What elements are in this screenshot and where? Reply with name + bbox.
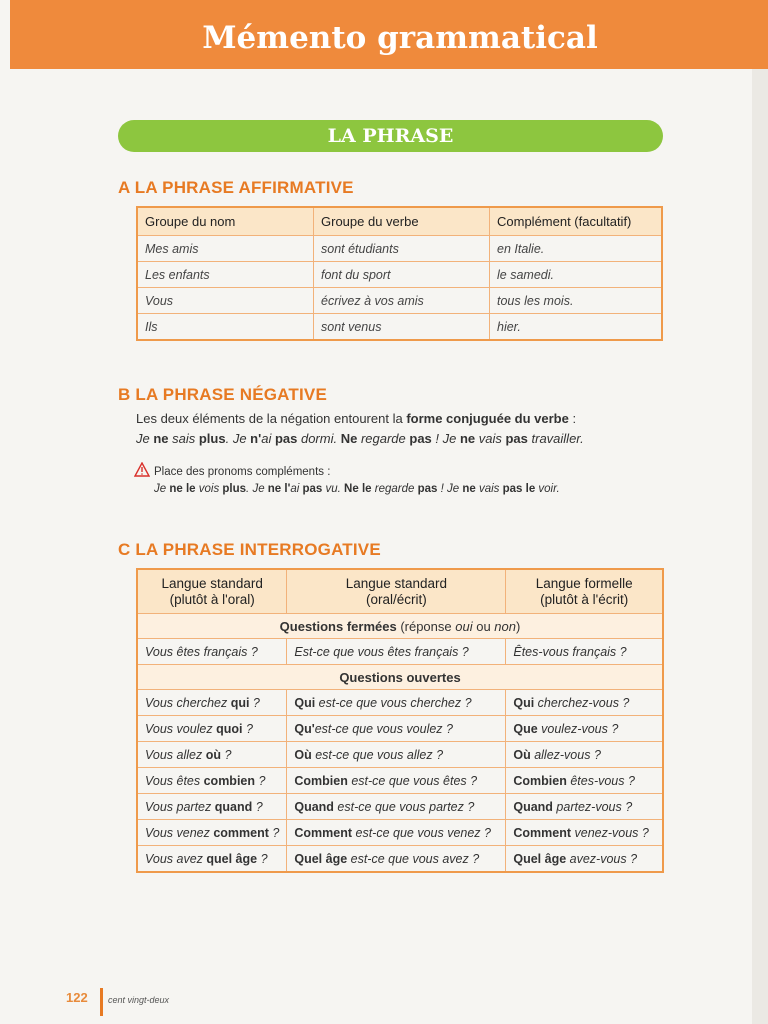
table-cell: Vous êtes français ? [137, 639, 287, 665]
closed-label-text: (réponse [396, 618, 456, 634]
example-text: sais [168, 431, 199, 446]
example-text: vais [475, 483, 503, 495]
table-cell [506, 690, 663, 716]
example-text: Je [232, 431, 251, 446]
question-word: Que [513, 721, 538, 736]
negation-word: pas [505, 431, 528, 446]
cell-text: est-ce que vous cherchez ? [315, 695, 472, 710]
question-word: Combien [294, 773, 348, 788]
table-cell [287, 690, 506, 716]
question-word: où [205, 747, 221, 762]
page-number-divider [100, 988, 103, 1016]
table-cell: Êtes-vous français ? [506, 639, 663, 665]
table-cell [137, 820, 287, 846]
example-text: regarde [371, 483, 418, 495]
cell-text: voulez-vous ? [537, 721, 619, 736]
negation-word: ne [459, 431, 476, 446]
example-text: vois [195, 483, 223, 495]
column-header [137, 569, 287, 614]
negation-word: pas [302, 483, 323, 495]
example-text: ! [431, 431, 443, 446]
cell-text: partez-vous ? [552, 799, 633, 814]
cell-text: Vous voulez [145, 721, 217, 736]
negation-word: Ne le [344, 483, 372, 495]
question-word: qui [230, 695, 250, 710]
closed-label-text: ) [516, 618, 521, 634]
example-text: ai [261, 431, 275, 446]
negation-rule-text: Les deux éléments de la négation entourent la [136, 411, 407, 426]
closed-label-oui: oui [455, 618, 473, 634]
column-header: Groupe du verbe [314, 207, 490, 236]
table-row [137, 639, 663, 665]
example-text: ai [290, 483, 303, 495]
table-cell: le samedi. [490, 262, 663, 288]
cell-text: venez-vous ? [571, 825, 649, 840]
table-row [137, 820, 663, 846]
question-word: Quand [513, 799, 553, 814]
table-cell [137, 794, 287, 820]
table-cell: hier. [490, 314, 663, 341]
table-row [137, 716, 663, 742]
cell-text: ? [255, 773, 266, 788]
cell-text: Vous cherchez [145, 695, 231, 710]
section-b-letter: B [118, 385, 131, 404]
table-cell [137, 768, 287, 794]
question-word: quand [214, 799, 253, 814]
negation-word: ne [462, 483, 476, 495]
question-word: Qui [513, 695, 535, 710]
negation-word: pas [409, 431, 432, 446]
table-row [137, 288, 662, 314]
cell-text: Vous avez [145, 851, 207, 866]
example-text: regarde [357, 431, 410, 446]
section-pill [118, 120, 663, 152]
table-row [137, 314, 662, 341]
table-cell: Les enfants [137, 262, 314, 288]
table-header-row [137, 569, 663, 614]
table-cell [287, 742, 506, 768]
section-b-heading [118, 385, 327, 405]
interrogative-table [136, 568, 664, 873]
header-line: (plutôt à l'oral) [169, 591, 255, 607]
cell-text: Vous partez [145, 799, 215, 814]
section-c-letter: C [118, 540, 131, 559]
table-cell [506, 820, 663, 846]
cell-text: cherchez-vous ? [534, 695, 630, 710]
example-text: ! [437, 483, 447, 495]
table-cell: en Italie. [490, 236, 663, 262]
cell-text: est-ce que vous avez ? [347, 851, 480, 866]
question-word: comment [213, 825, 269, 840]
table-cell [137, 846, 287, 873]
table-cell [137, 690, 287, 716]
question-word: combien [203, 773, 256, 788]
closed-label-bold: Questions fermées [279, 618, 397, 634]
section-a-letter: A [118, 178, 130, 197]
section-title: LA PHRASE [327, 125, 454, 147]
page-number: 122 [66, 990, 88, 1005]
section-a-title: LA PHRASE AFFIRMATIVE [134, 178, 354, 197]
table-cell [506, 768, 663, 794]
negation-word: Ne [340, 431, 358, 446]
closed-label-text: ou [472, 618, 495, 634]
page-title: Mémento grammatical [202, 20, 598, 56]
cell-text: ? [249, 695, 260, 710]
table-cell [287, 846, 506, 873]
cell-text: ? [252, 799, 263, 814]
example-text: Je [154, 483, 170, 495]
table-cell [506, 846, 663, 873]
example-text: dormi. [297, 431, 341, 446]
header-line: Langue standard [345, 575, 448, 591]
negation-word: pas [274, 431, 298, 446]
closed-label-non: non [494, 618, 516, 634]
cell-text: allez-vous ? [530, 747, 601, 762]
example-text: Je [136, 431, 154, 446]
subheader-row [137, 665, 663, 690]
negation-word: ne le [169, 483, 196, 495]
question-word: quoi [216, 721, 243, 736]
question-word: Comment [294, 825, 353, 840]
negation-word: plus [222, 483, 247, 495]
title-banner [10, 0, 768, 69]
table-cell: sont étudiants [314, 236, 490, 262]
table-cell: Vous [137, 288, 314, 314]
question-word: Où [513, 747, 531, 762]
negation-word: pas [417, 483, 438, 495]
section-c-title: LA PHRASE INTERROGATIVE [135, 540, 381, 559]
open-questions-label: Questions ouvertes [137, 665, 663, 690]
cell-text: est-ce que vous venez ? [352, 825, 491, 840]
negation-word: n' [250, 431, 262, 446]
table-cell [287, 820, 506, 846]
cell-text: est-ce que vous partez ? [333, 799, 475, 814]
example-text: . [225, 431, 233, 446]
closed-questions-label [137, 614, 663, 639]
question-word: Comment [513, 825, 572, 840]
section-a-heading [118, 178, 354, 198]
cell-text: ? [268, 825, 280, 840]
question-word: Quel âge [294, 851, 348, 866]
table-cell: font du sport [314, 262, 490, 288]
cell-text: Vous êtes [145, 773, 204, 788]
cell-text: ? [242, 721, 253, 736]
question-word: Qu' [294, 721, 315, 736]
section-c-heading [118, 540, 381, 560]
question-word: Combien [513, 773, 567, 788]
table-cell: écrivez à vos amis [314, 288, 490, 314]
table-cell: Ils [137, 314, 314, 341]
table-cell: Est-ce que vous êtes français ? [287, 639, 506, 665]
cell-text: est-ce que vous êtes ? [347, 773, 478, 788]
cell-text: ? [220, 747, 232, 762]
negation-examples [136, 431, 584, 446]
table-row [137, 846, 663, 873]
negation-rule-bold: forme conjuguée du verbe [406, 411, 569, 426]
cell-text: est-ce que vous voulez ? [314, 721, 453, 736]
table-cell: Mes amis [137, 236, 314, 262]
affirmative-table [136, 206, 663, 341]
table-header-row [137, 207, 662, 236]
header-line: Langue formelle [535, 575, 633, 591]
negation-word: ne l' [267, 483, 291, 495]
table-row [137, 794, 663, 820]
column-header: Groupe du nom [137, 207, 314, 236]
negation-word: plus [198, 431, 226, 446]
negation-word: ne [153, 431, 169, 446]
table-cell [287, 768, 506, 794]
table-cell [137, 742, 287, 768]
example-text: Je [442, 431, 460, 446]
question-word: Où [294, 747, 312, 762]
question-word: Qui [294, 695, 316, 710]
negation-rule-end: : [568, 411, 577, 426]
section-b-title: LA PHRASE NÉGATIVE [135, 385, 327, 404]
example-text: vu. [322, 483, 345, 495]
header-line: (oral/écrit) [365, 591, 427, 607]
table-cell [287, 794, 506, 820]
example-text: vais [475, 431, 506, 446]
negation-word: pas le [502, 483, 536, 495]
cell-text: êtes-vous ? [566, 773, 635, 788]
question-word: quel âge [206, 851, 258, 866]
example-text: . [246, 483, 253, 495]
example-text: Je [252, 483, 268, 495]
column-header [506, 569, 663, 614]
table-cell [137, 716, 287, 742]
pronoun-note-examples [154, 483, 560, 495]
cell-text: Vous venez [145, 825, 214, 840]
table-cell [506, 742, 663, 768]
table-cell [506, 794, 663, 820]
example-text: Je [447, 483, 463, 495]
table-row [137, 690, 663, 716]
table-cell: tous les mois. [490, 288, 663, 314]
table-row [137, 262, 662, 288]
header-line: Langue standard [161, 575, 263, 591]
cell-text: Vous allez [145, 747, 206, 762]
cell-text: avez-vous ? [566, 851, 638, 866]
table-row [137, 742, 663, 768]
column-header: Complément (facultatif) [490, 207, 663, 236]
subheader-row [137, 614, 663, 639]
example-text: voir. [535, 483, 560, 495]
page-edge-shadow [752, 69, 768, 1024]
table-row [137, 768, 663, 794]
cell-text: ? [257, 851, 268, 866]
page-number-words: cent vingt-deux [108, 995, 170, 1005]
negation-rule [136, 411, 576, 426]
table-cell: sont venus [314, 314, 490, 341]
pronoun-note-title: Place des pronoms compléments : [154, 466, 331, 478]
table-row [137, 236, 662, 262]
question-word: Quel âge [513, 851, 567, 866]
column-header [287, 569, 506, 614]
warning-icon [134, 462, 150, 482]
header-line: (plutôt à l'écrit) [540, 591, 629, 607]
table-cell [287, 716, 506, 742]
example-text: travailler. [527, 431, 584, 446]
table-cell [506, 716, 663, 742]
question-word: Quand [294, 799, 334, 814]
cell-text: est-ce que vous allez ? [311, 747, 444, 762]
